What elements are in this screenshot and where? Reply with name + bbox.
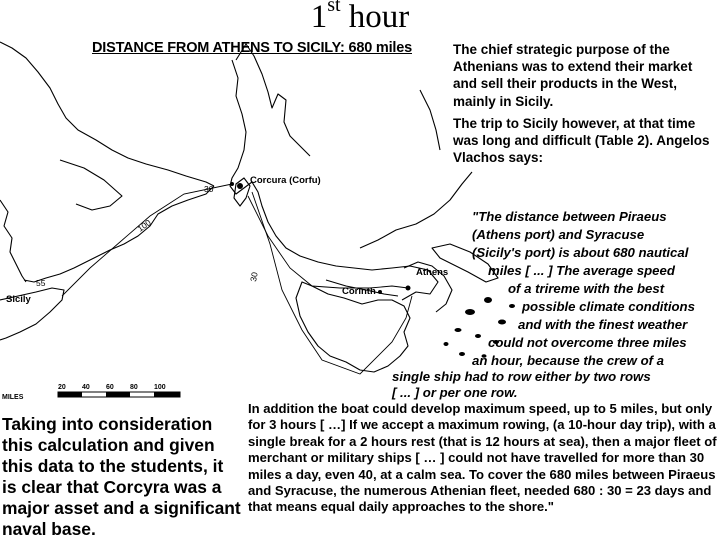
italy-inland	[60, 160, 122, 210]
scale-tick: 80	[130, 384, 138, 391]
map-title: DISTANCE FROM ATHENS TO SICILY: 680 miles	[92, 40, 412, 56]
scale-tick: 60	[106, 384, 114, 391]
scale-bar	[2, 384, 180, 401]
quote-line: [ ... ] or per one row.	[392, 385, 518, 400]
quote-line: and with the finest weather	[518, 317, 688, 332]
scale-unit: MILES	[2, 394, 24, 401]
corcyra-island	[234, 178, 250, 206]
italy-heel	[24, 186, 214, 282]
slide-title	[0, 0, 720, 36]
upper-coast	[236, 44, 310, 156]
scale-tick: 40	[82, 384, 90, 391]
slide-title-word: hour	[340, 0, 410, 35]
distance-mark: 30	[248, 271, 260, 283]
intro-paragraph: The chief strategic purpose of the Athenians was to extend their market and sell their products in the West, mainly in Sicily.	[453, 42, 693, 109]
conclusion-text: Taking into consideration this calculation and given this data to the students, it is clear that Corcyra was a major asset and a significant naval base.	[2, 414, 241, 539]
distance-mark: 100	[135, 217, 153, 234]
quote-line: (Sicily's port) is about 680 nautical	[472, 245, 689, 260]
quote-line: of a trireme with the best	[508, 281, 665, 296]
slide-title-suffix: st	[327, 0, 341, 16]
corinth-marker	[378, 290, 382, 294]
label-sicily: Sicily	[6, 294, 31, 305]
quote-line: an hour, because the crew of a	[472, 353, 665, 368]
river-line	[420, 90, 440, 150]
label-athens: Athens	[416, 267, 449, 278]
scale-tick: 100	[154, 384, 166, 391]
calabria-coast	[0, 200, 26, 282]
scale-tick: 20	[58, 384, 66, 391]
label-corinth: Corinth	[342, 286, 376, 297]
additional-text: In addition the boat could develop maximum speed, up to 5 miles, but only for 3 hours [ …] If we accept a maximum rowing, (a 10-hour day trip), with a single break for a 2 hours rest (that is 12 hours at sea), then a major fleet of merchant or military ships [ … ] could not have travelled for more than 30 miles a day, even 40, at a calm sea. To cover the 680 miles between Piraeus and Syracuse, the numerous Athenian fleet, needed 680 : 30 = 23 days and that means equal daily approaches to the shore."	[248, 401, 717, 515]
intro-paragraph-2: The trip to Sicily however, at that time was long and difficult (Table 2). Angelos Vlachos says:	[453, 116, 710, 166]
route-lines	[62, 184, 412, 374]
quote-line: single ship had to row either by two rows	[392, 369, 651, 384]
quote-line: "The distance between Piraeus	[472, 209, 667, 224]
italy-coast	[0, 42, 214, 186]
quote-line: possible climate conditions	[522, 299, 695, 314]
quote-line: miles [ ... ] The average speed	[488, 263, 675, 278]
athens-marker	[406, 286, 411, 291]
quote-line: could not overcome three miles	[488, 335, 687, 350]
northern-greece	[360, 172, 472, 248]
quote-line: (Athens port) and Syracuse	[472, 227, 645, 242]
label-corcyra: Corcura (Corfu)	[250, 175, 321, 186]
corcyra-marker	[237, 183, 243, 189]
distance-mark: 30	[204, 184, 214, 194]
slide-title-number: 1	[310, 0, 328, 35]
distance-mark: 55	[36, 278, 46, 288]
